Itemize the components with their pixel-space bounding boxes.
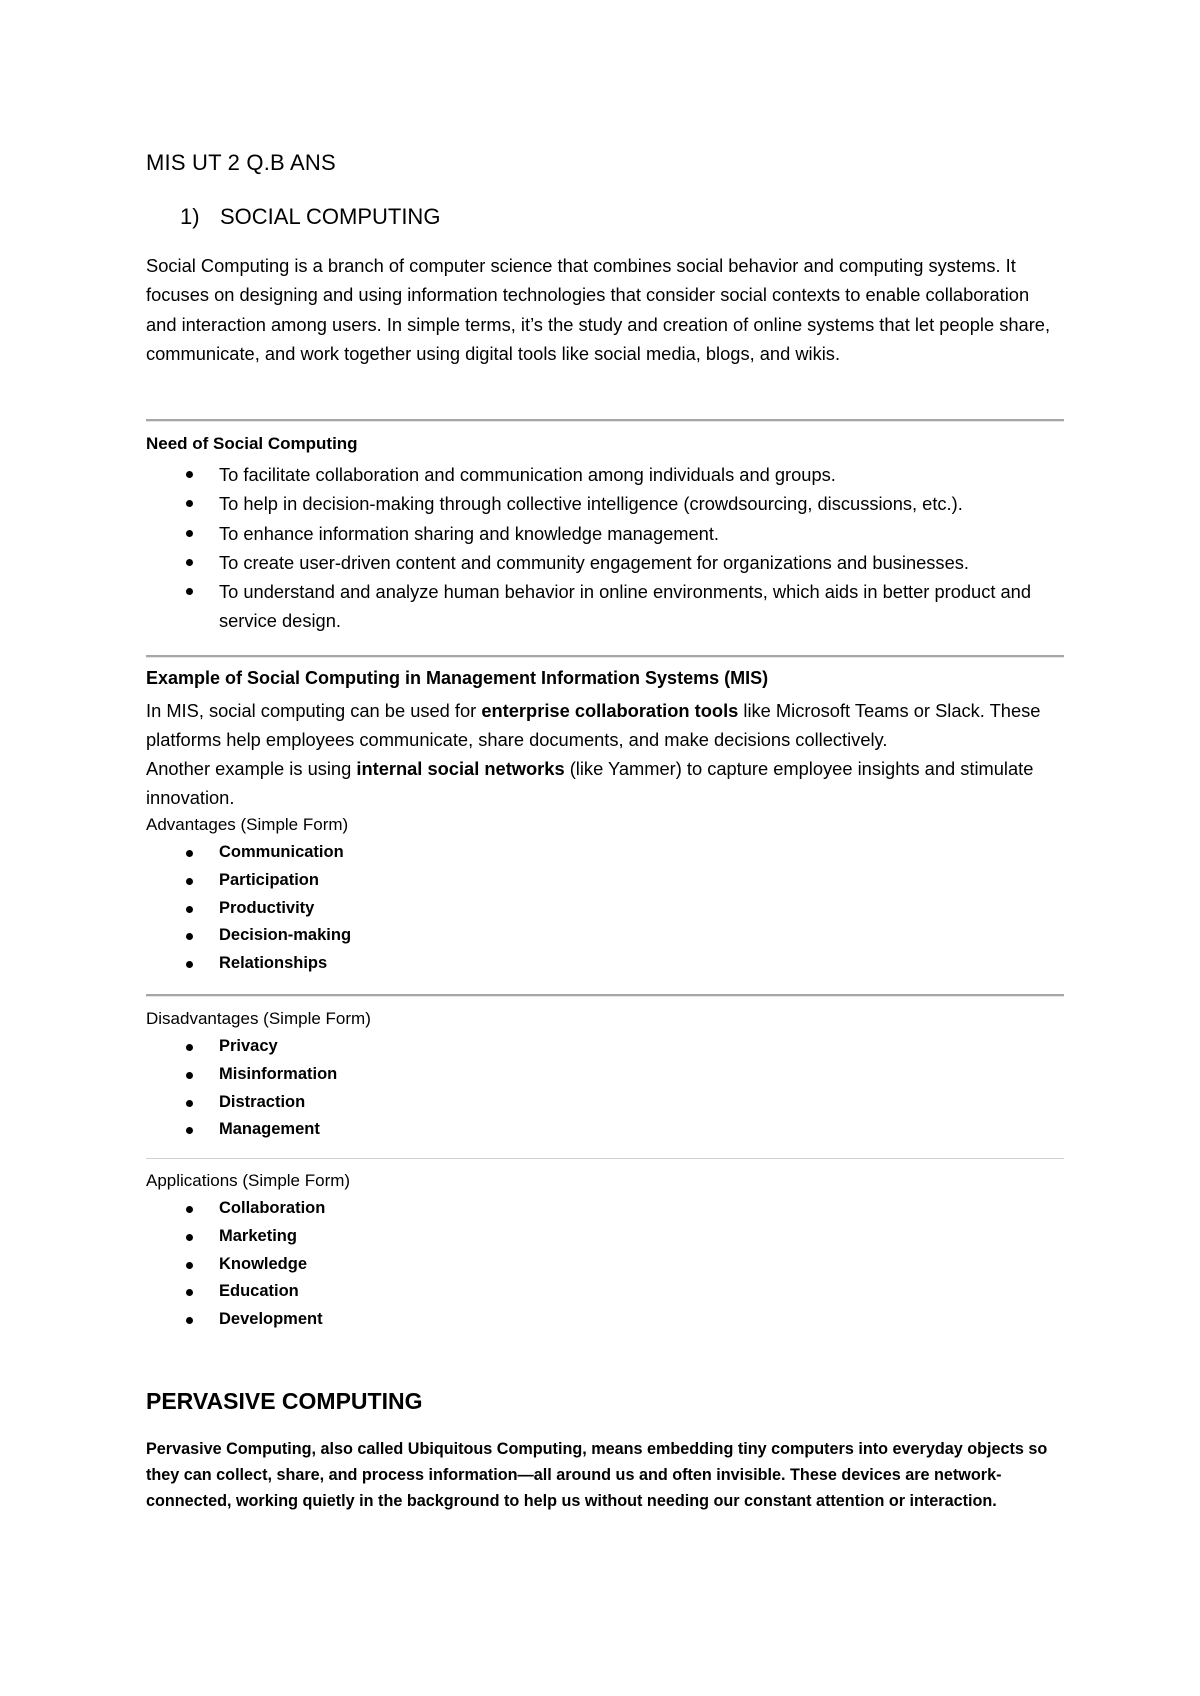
example-heading: Example of Social Computing in Management Information Systems (MIS)	[146, 668, 769, 688]
example-emphasis: enterprise collaboration tools	[481, 700, 739, 721]
need-heading: Need of Social Computing	[146, 434, 358, 453]
pervasive-paragraph: Pervasive Computing, also called Ubiquitous Computing, means embedding tiny computers into everyday objects so they can collect, share, and process information—all around us and often invisible. These devices are network-connected, working quietly in the background to help us without needing our constant attention or interaction.	[146, 1440, 1048, 1511]
applications-heading: Applications (Simple Form)	[146, 1171, 351, 1190]
list-item: Management	[146, 1116, 1064, 1144]
list-item: Marketing	[146, 1223, 1064, 1251]
list-item: Misinformation	[146, 1061, 1064, 1089]
applications-list	[146, 1195, 1064, 1334]
example-paragraph-1	[146, 696, 1064, 755]
list-item: Productivity	[146, 895, 1064, 923]
divider	[146, 994, 1064, 997]
example-text: In MIS, social computing can be used for	[146, 700, 482, 721]
need-list	[146, 460, 1064, 636]
divider	[146, 655, 1064, 658]
list-item: Distraction	[146, 1089, 1064, 1117]
list-item: Decision-making	[146, 922, 1064, 950]
list-item: Education	[146, 1278, 1064, 1306]
disadvantages-list	[146, 1033, 1064, 1144]
list-item: Privacy	[146, 1033, 1064, 1061]
list-item: Collaboration	[146, 1195, 1064, 1223]
divider	[146, 1158, 1064, 1159]
list-item: Relationships	[146, 950, 1064, 978]
list-item: To facilitate collaboration and communication among individuals and groups.	[146, 460, 1064, 489]
example-text: Another example is using	[146, 758, 357, 779]
list-item: To help in decision-making through collective intelligence (crowdsourcing, discussions, etc.).	[146, 489, 1064, 518]
divider	[146, 419, 1064, 422]
list-item: Participation	[146, 867, 1064, 895]
list-item: Communication	[146, 839, 1064, 867]
list-item: To enhance information sharing and knowledge management.	[146, 519, 1064, 548]
example-text: (like Yammer) to capture employee insights and stimulate innovation.	[146, 758, 1034, 809]
list-item: Knowledge	[146, 1251, 1064, 1279]
list-item: To create user-driven content and community engagement for organizations and businesses.	[146, 548, 1064, 577]
disadvantages-heading: Disadvantages (Simple Form)	[146, 1009, 371, 1028]
example-paragraph-2	[146, 754, 1064, 813]
pervasive-heading: PERVASIVE COMPUTING	[146, 1388, 423, 1414]
list-item: Development	[146, 1306, 1064, 1334]
list-item: To understand and analyze human behavior in online environments, which aids in better product and service design.	[146, 577, 1064, 636]
advantages-list	[146, 839, 1064, 978]
section-heading-social-computing	[180, 204, 440, 230]
social-computing-intro: Social Computing is a branch of computer science that combines social behavior and computing systems. It focuses on designing and using information technologies that consider social contexts to enable collaboration and interaction among users. In simple terms, it’s the study and creation of online systems that let people share, communicate, and work together using digital tools like social media, blogs, and wikis.	[146, 255, 1051, 364]
example-emphasis: internal social networks	[356, 758, 565, 779]
section-heading-text: SOCIAL COMPUTING	[220, 204, 441, 229]
example-text: like Microsoft Teams or Slack. These platforms help employees communicate, share documents, and make decisions collectively.	[146, 700, 1041, 751]
document-title: MIS UT 2 Q.B ANS	[146, 150, 336, 175]
advantages-heading: Advantages (Simple Form)	[146, 815, 349, 834]
section-number: 1)	[180, 204, 200, 229]
